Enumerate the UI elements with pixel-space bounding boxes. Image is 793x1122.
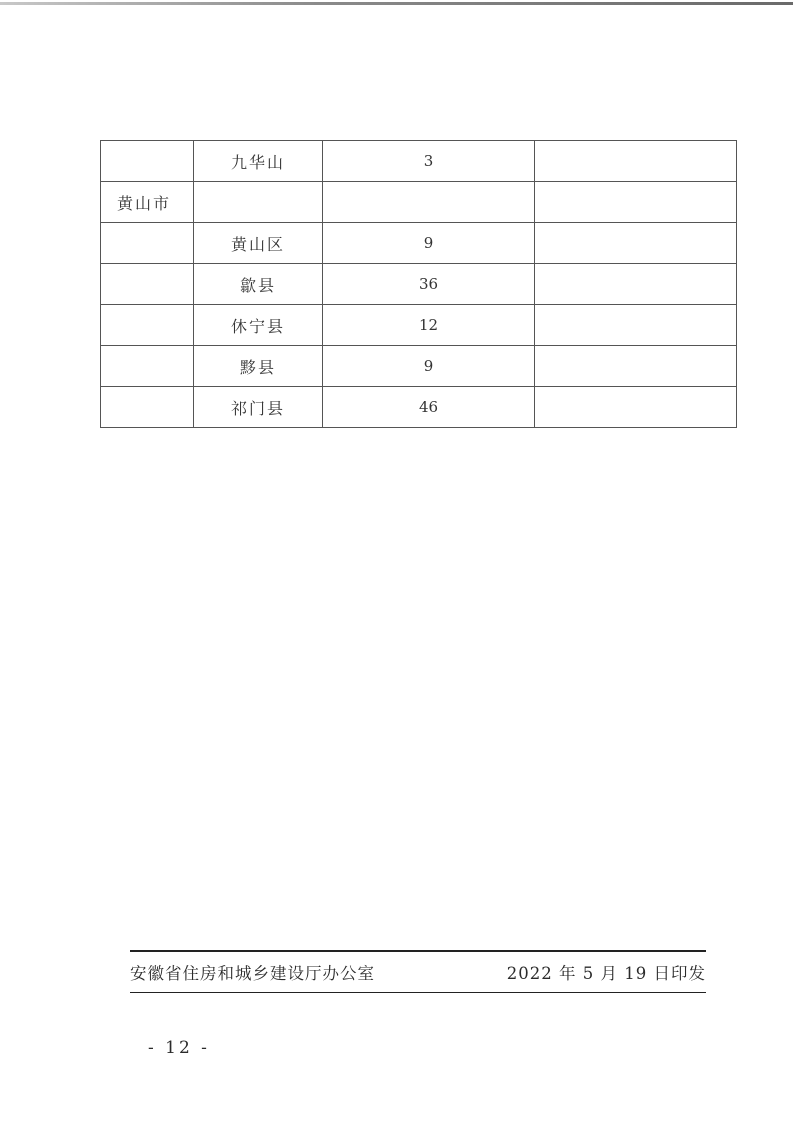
top-edge-rule [0,2,793,5]
count-cell: 46 [323,387,535,428]
county-cell: 休宁县 [194,305,323,346]
table-row [101,223,737,264]
count-cell: 3 [323,141,535,182]
count-cell [323,182,535,223]
note-cell [535,223,737,264]
table-row [101,346,737,387]
page-number: - 12 - [148,1038,210,1058]
count-cell: 9 [323,346,535,387]
city-cell [101,346,194,387]
county-cell: 歙县 [194,264,323,305]
county-count-table [100,140,737,428]
county-cell: 黟县 [194,346,323,387]
table-row [101,305,737,346]
county-cell [194,182,323,223]
issuance-footer [130,950,706,993]
footer-row [130,952,706,992]
city-cell [101,264,194,305]
city-cell [101,141,194,182]
count-cell: 12 [323,305,535,346]
note-cell [535,387,737,428]
city-cell [101,387,194,428]
footer-bottom-rule [130,992,706,993]
city-cell [101,305,194,346]
table-row [101,264,737,305]
city-cell: 黄山市 [101,182,194,223]
count-cell: 36 [323,264,535,305]
county-cell: 九华山 [194,141,323,182]
note-cell [535,264,737,305]
note-cell [535,141,737,182]
note-cell [535,305,737,346]
note-cell [535,346,737,387]
city-cell [101,223,194,264]
issuing-office: 安徽省住房和城乡建设厅办公室 [130,964,375,983]
table-row [101,141,737,182]
note-cell [535,182,737,223]
county-cell: 黄山区 [194,223,323,264]
count-cell: 9 [323,223,535,264]
issue-date: 2022 年 5 月 19 日印发 [506,964,706,983]
table-row [101,182,737,223]
county-cell: 祁门县 [194,387,323,428]
table-row [101,387,737,428]
